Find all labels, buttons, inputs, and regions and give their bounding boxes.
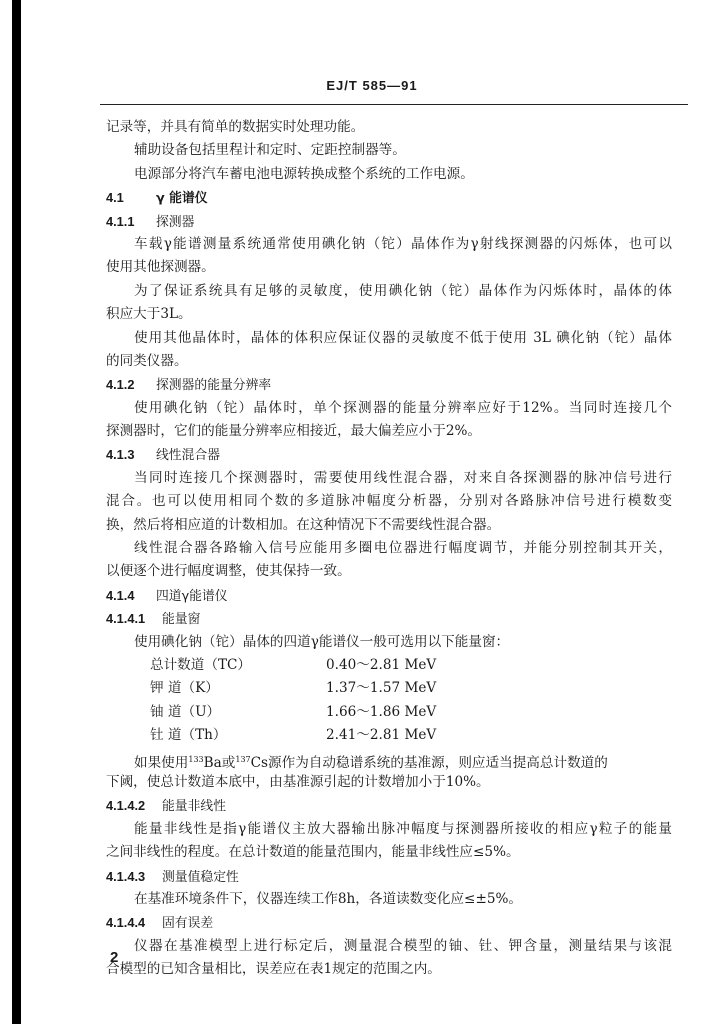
section-number: 4.1.3 (106, 447, 135, 463)
header-rule (100, 104, 688, 105)
section-title: γ 能谱仪 (156, 191, 208, 207)
text-line: 使用碘化钠（铊）晶体的四道γ能谱仪一般可选用以下能量窗： (134, 633, 510, 650)
text-line: 使用碘化钠（铊）晶体时，单个探测器的能量分辨率应好于12%。当同时连接几个 (134, 399, 672, 416)
section-number: 4.1.4 (106, 587, 135, 603)
section-number: 4.1.4.1 (106, 611, 146, 627)
text-line: 在基准环境条件下，仪器连续工作8h，各道读数变化应≤±5%。 (134, 890, 522, 907)
section-title: 测量值稳定性 (162, 869, 239, 885)
document-code: EJ/T 585—91 (326, 78, 418, 93)
text-line: 合模型的已知含量相比，误差应在表1规定的范围之内。 (106, 961, 441, 978)
section-number: 4.1.2 (106, 377, 135, 393)
section-heading-4-1-4-1 (106, 607, 672, 630)
isotope-mass-number: 133 (188, 754, 204, 764)
scan-edge-bar (12, 0, 21, 1024)
page-body (106, 116, 672, 981)
text-line: 为了保证系统具有足够的灵敏度，使用碘化钠（铊）晶体作为闪烁体时，晶体的体 (134, 282, 672, 299)
section-heading-4-1-1 (106, 210, 672, 233)
section-number: 4.1.4.3 (106, 868, 146, 884)
section-number: 4.1 (106, 190, 124, 206)
section-number: 4.1.4.2 (106, 798, 146, 814)
text-line: 当同时连接几个探测器时，需要使用线性混合器，对来自各探测器的脉冲信号进行 (134, 469, 672, 486)
page-number: 2 (110, 949, 119, 966)
text-line (106, 748, 672, 771)
text-line: 使用其他探测器。 (106, 259, 215, 276)
section-title: 固有误差 (162, 916, 214, 932)
text-line: 仪器在基准模型上进行标定后，测量混合模型的铀、钍、钾含量，测量结果与该混 (134, 937, 672, 954)
section-heading-4-1-3 (106, 443, 672, 466)
section-heading-4-1-4-2 (106, 794, 672, 817)
section-title: 能量非线性 (162, 799, 226, 815)
text-line: 电源部分将汽车蓄电池电源转换成整个系统的工作电源。 (134, 165, 474, 182)
energy-window-row (106, 701, 672, 724)
section-title: 探测器的能量分辨率 (156, 378, 272, 394)
energy-window-row (106, 724, 672, 747)
energy-window-range: 0.40～2.81 MeV (326, 656, 437, 673)
text-line: 以便逐个进行幅度调整，使其保持一致。 (106, 563, 351, 580)
energy-window-row (106, 654, 672, 677)
energy-window-range: 1.66～1.86 MeV (326, 703, 437, 720)
text-line: 记录等，并具有简单的数据实时处理功能。 (106, 119, 365, 135)
energy-window-channel: 钍 道（Th） (150, 727, 227, 744)
text-line: 探测器时，它们的能量分辨率应相接近，最大偏差应小于2%。 (106, 423, 482, 440)
text-fragment: Cs源作为自动稳谱系统的基准源，则应适当提高总计数道的 (250, 754, 608, 771)
text-line: 车载γ能谱测量系统通常使用碘化钠（铊）晶体作为γ射线探测器的闪烁体，也可以 (134, 235, 672, 252)
isotope-mass-number: 137 (235, 754, 251, 764)
energy-window-row (106, 677, 672, 700)
text-line: 换，然后将相应道的计数相加。在这种情况下不需要线性混合器。 (106, 516, 501, 533)
energy-window-channel: 铀 道（U） (150, 703, 221, 720)
text-line: 线性混合器各路输入信号应能用多圈电位器进行幅度调节，并能分别控制其开关， (134, 540, 672, 557)
section-heading-4-1-4-3 (106, 865, 672, 888)
text-line: 之间非线性的程度。在总计数道的能量范围内，能量非线性应≤5%。 (106, 844, 520, 861)
energy-window-range: 1.37～1.57 MeV (326, 680, 437, 697)
text-line: 能量非线性是指γ能谱仪主放大器输出脉冲幅度与探测器所接收的相应γ粒子的能量 (134, 820, 672, 837)
section-heading-4-1-2 (106, 373, 672, 396)
text-line: 混合。也可以使用相同个数的多道脉冲幅度分析器，分别对各路脉冲信号进行模数变 (106, 493, 672, 510)
section-title: 线性混合器 (156, 448, 220, 464)
section-number: 4.1.4.4 (106, 915, 146, 931)
section-heading-4-1-4-4 (106, 911, 672, 934)
text-line: 辅助设备包括里程计和定时、定距控制器等。 (134, 142, 406, 159)
text-fragment: Ba或 (203, 754, 236, 771)
text-line: 积应大于3L。 (106, 306, 192, 323)
energy-window-channel: 总计数道（TC） (150, 656, 252, 673)
section-title: 四道γ能谱仪 (156, 588, 228, 604)
text-fragment: 如果使用 (134, 754, 189, 771)
section-heading-4-1-4 (106, 584, 672, 607)
text-line: 使用其他晶体时，晶体的体积应保证仪器的灵敏度不低于使用 3L 碘化钠（铊）晶体 (134, 329, 672, 346)
section-number: 4.1.1 (106, 213, 135, 229)
section-title: 探测器 (156, 214, 195, 230)
text-line: 下阈，使总计数道本底中，由基准源引起的计数增加小于10%。 (106, 773, 490, 790)
section-title: 能量窗 (162, 612, 201, 628)
energy-window-range: 2.41～2.81 MeV (326, 727, 437, 744)
section-heading-4-1 (106, 186, 672, 209)
energy-window-channel: 钾 道（K） (150, 680, 219, 697)
text-line: 的同类仪器。 (106, 352, 188, 369)
